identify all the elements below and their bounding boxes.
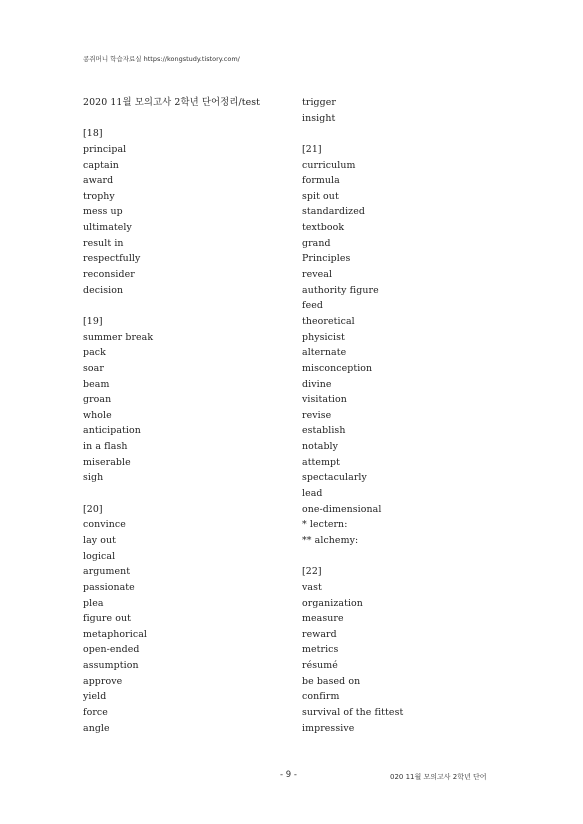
blank-line (83, 486, 283, 502)
vocab-word: ** alchemy: (302, 534, 359, 546)
vocab-word: attempt (302, 456, 341, 468)
vocab-word: visitation (302, 394, 347, 406)
vocab-word: captain (83, 159, 119, 171)
vocab-word: approve (83, 675, 123, 687)
vocab-word: argument (83, 566, 131, 578)
vocab-word: feed (302, 300, 323, 312)
vocab-word: lay out (83, 534, 117, 546)
vocab-word: curriculum (302, 159, 356, 171)
vocab-word: metrics (302, 644, 339, 656)
vocab-word: reconsider (83, 269, 135, 281)
vocab-word: mess up (83, 206, 123, 218)
vocab-word: assumption (83, 660, 139, 672)
left-word-column (83, 95, 283, 736)
section-number: [21] (302, 143, 322, 155)
vocab-word: establish (302, 425, 346, 437)
vocab-word: reward (302, 628, 337, 640)
vocab-word: authority figure (302, 284, 379, 296)
blank-line (302, 126, 502, 142)
section-number: [20] (83, 503, 103, 515)
section-number: [22] (302, 566, 322, 578)
vocab-word: plea (83, 597, 104, 609)
vocab-word: vast (302, 581, 322, 593)
vocab-word: decision (83, 284, 124, 296)
vocab-word: theoretical (302, 315, 355, 327)
vocab-word: impressive (302, 722, 355, 734)
vocab-word: beam (83, 378, 110, 390)
vocab-word: notably (302, 441, 339, 453)
vocab-word: sigh (83, 472, 104, 484)
vocab-word: alternate (302, 347, 347, 359)
vocab-word: one-dimensional (302, 503, 382, 515)
vocab-word: anticipation (83, 425, 141, 437)
vocab-word: lead (302, 488, 323, 500)
vocab-word: figure out (83, 613, 131, 625)
page-number: - 9 - (280, 770, 297, 780)
vocab-word: standardized (302, 206, 365, 218)
vocab-word: textbook (302, 222, 345, 234)
vocab-word: physicist (302, 331, 345, 343)
vocab-word: résumé (302, 660, 338, 672)
vocab-word: open-ended (83, 644, 140, 656)
vocab-word: trigger (302, 97, 336, 108)
vocab-word: miserable (83, 456, 131, 468)
vocab-word: spit out (302, 190, 339, 202)
vocab-word: Principles (302, 253, 351, 265)
vocab-word: whole (83, 409, 112, 421)
vocab-word: measure (302, 613, 344, 625)
vocab-word: metaphorical (83, 628, 147, 640)
vocab-word: divine (302, 378, 332, 390)
vocab-word: principal (83, 143, 127, 155)
vocab-word: force (83, 706, 108, 718)
vocab-word: yield (83, 691, 107, 703)
vocab-word: spectacularly (302, 472, 367, 484)
vocab-word: insight (302, 112, 336, 124)
vocab-word: grand (302, 237, 331, 249)
right-word-column (302, 95, 502, 736)
vocab-word: convince (83, 519, 126, 531)
vocab-word: award (83, 175, 114, 187)
vocab-word: ultimately (83, 222, 132, 234)
vocab-word: organization (302, 597, 363, 609)
blank-line (302, 549, 502, 565)
blank-line (83, 298, 283, 314)
vocab-word: trophy (83, 190, 115, 202)
vocab-word: respectfully (83, 253, 141, 265)
vocab-word: confirm (302, 691, 340, 703)
document-title: 2020 11월 모의고사 2학년 단어정리/test (83, 97, 261, 108)
vocab-word: pack (83, 347, 106, 359)
section-number: [18] (83, 128, 103, 140)
vocab-word: misconception (302, 362, 373, 374)
vocab-word: result in (83, 237, 124, 249)
blank-line (83, 111, 283, 127)
vocab-word: in a flash (83, 441, 128, 453)
vocab-word: revise (302, 409, 332, 421)
vocab-word: summer break (83, 331, 154, 343)
vocab-word: reveal (302, 269, 333, 281)
vocab-word: angle (83, 722, 110, 734)
vocab-word: survival of the fittest (302, 706, 404, 718)
vocab-word: be based on (302, 675, 361, 687)
page-header: 콩쥐머니 학습자료실 https://kongstudy.tistory.com/ (83, 55, 240, 63)
vocab-word: logical (83, 550, 116, 562)
section-number: [19] (83, 315, 103, 327)
vocab-word: groan (83, 394, 112, 406)
footer-title: 020 11월 모의고사 2학년 단어 (390, 773, 487, 781)
vocab-word: formula (302, 175, 340, 187)
vocab-word: passionate (83, 581, 135, 593)
vocab-word: * lectern: (302, 519, 348, 531)
vocab-word: soar (83, 362, 104, 374)
